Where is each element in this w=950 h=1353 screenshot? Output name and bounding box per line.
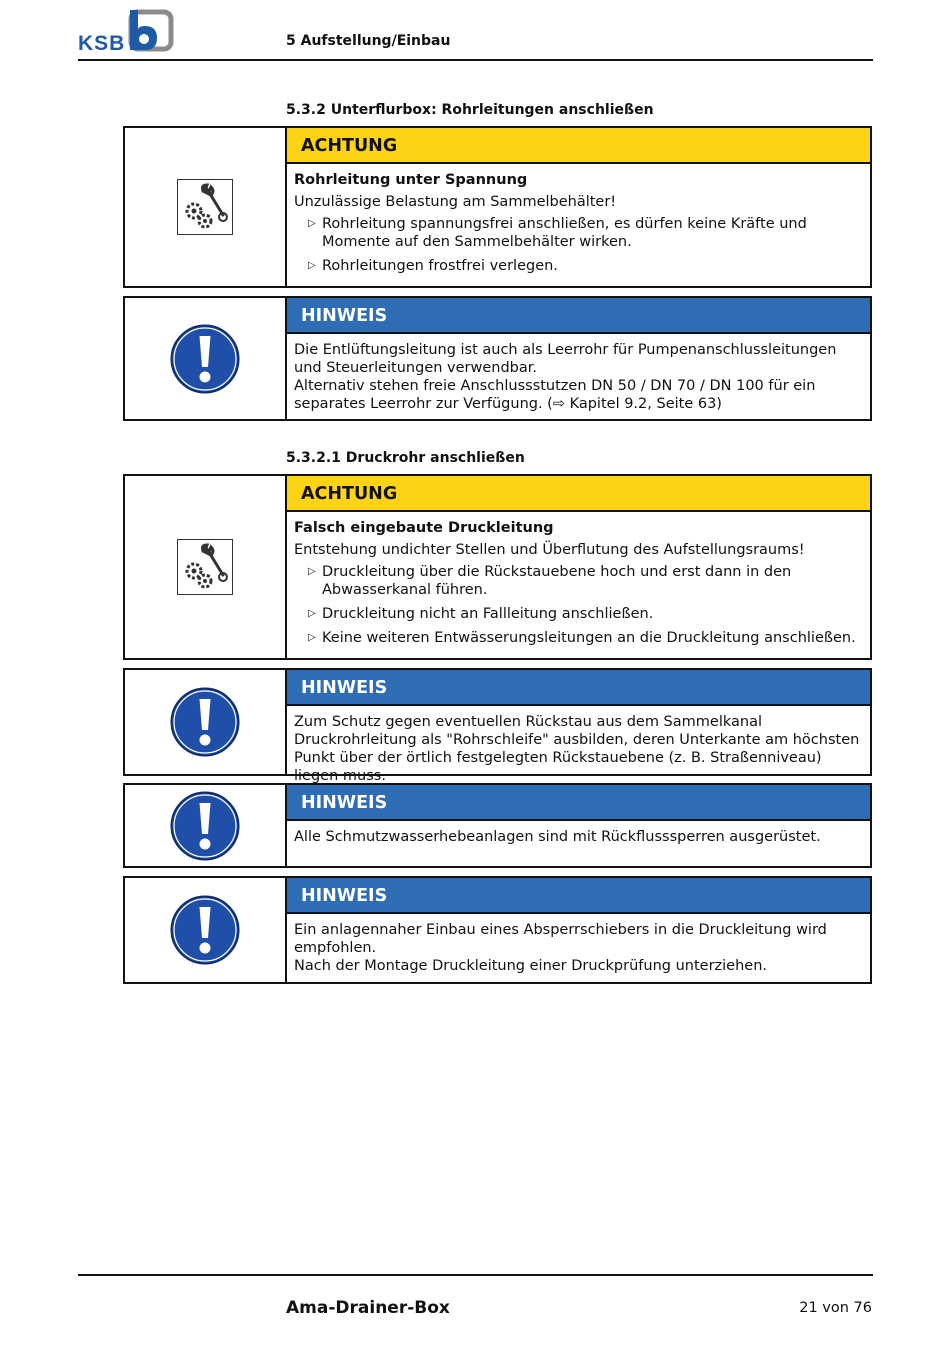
notice-text: Ein anlagennaher Einbau eines Absperrschiebers in die Druckleitung wird empfohlen. (294, 922, 827, 956)
measures-list (294, 215, 862, 275)
notice-text: Alle Schmutzwasserhebeanlagen sind mit Rückflusssperren ausgerüstet. (294, 829, 821, 845)
list-item: ▷ Druckleitung über die Rückstauebene hoch und erst dann in den Abwasserkanal führen. (308, 564, 792, 598)
exclamation-mark-icon (170, 687, 240, 757)
notice-hinweis (123, 296, 872, 421)
signal-word-hinweis: HINWEIS (287, 298, 870, 334)
notice-icon-cell (125, 785, 287, 866)
ksb-logo (78, 8, 176, 54)
notice-text: Alternativ stehen freie Anschlussstutzen DN 50 / DN 70 / DN 100 für ein separates Leerrohr zur Verfügung. (⇨ Kapitel 9.2, Seite 63) (294, 378, 816, 412)
section-heading: 5.3.2 Unterflurbox: Rohrleitungen anschließen (286, 102, 654, 118)
notice-text: Die Entlüftungsleitung ist auch als Leerrohr für Pumpenanschlussleitungen und Steuerleitungen verwendbar. (294, 342, 837, 376)
footer-divider (78, 1274, 873, 1276)
hazard-title: Rohrleitung unter Spannung (294, 172, 528, 188)
triangle-bullet-icon: ▷ (308, 608, 316, 619)
notice-icon-cell (125, 298, 287, 419)
notice-icon-cell (125, 128, 287, 286)
exclamation-mark-icon (170, 324, 240, 394)
signal-word-achtung: ACHTUNG (287, 476, 870, 512)
notice-icon-cell (125, 878, 287, 982)
triangle-bullet-icon: ▷ (308, 218, 316, 229)
triangle-bullet-icon: ▷ (308, 566, 316, 577)
wrench-gears-icon (177, 539, 233, 595)
notice-text: Nach der Montage Druckleitung einer Druckprüfung unterziehen. (294, 958, 768, 974)
notice-hinweis (123, 783, 872, 868)
triangle-bullet-icon: ▷ (308, 632, 316, 643)
triangle-bullet-icon: ▷ (308, 260, 316, 271)
page-number: 21 von 76 (799, 1300, 872, 1316)
notice-hinweis (123, 668, 872, 784)
hazard-consequence: Unzulässige Belastung am Sammelbehälter! (294, 194, 617, 210)
svg-text:KSB: KSB (78, 32, 126, 54)
notice-achtung (123, 474, 872, 660)
subsection-heading: 5.3.2.1 Druckrohr anschließen (286, 450, 525, 466)
notice-icon-cell (125, 476, 287, 658)
hazard-consequence: Entstehung undichter Stellen und Überflutung des Aufstellungsraums! (294, 542, 805, 558)
hazard-title: Falsch eingebaute Druckleitung (294, 520, 554, 536)
notice-text: Zum Schutz gegen eventuellen Rückstau aus dem Sammelkanal Druckrohrleitung als "Rohrschleife" ausbilden, deren Unterkante am höchsten Punkt über der örtlich festgelegten Rückstauebene (z. B. Straßenniveau) liegen muss. (294, 714, 860, 784)
signal-word-achtung: ACHTUNG (287, 128, 870, 164)
notice-hinweis (123, 876, 872, 984)
signal-word-hinweis: HINWEIS (287, 670, 870, 706)
notice-icon-cell (125, 670, 287, 774)
signal-word-hinweis: HINWEIS (287, 878, 870, 914)
list-item: ▷ Druckleitung nicht an Fallleitung anschließen. (308, 606, 654, 622)
notice-achtung (123, 126, 872, 288)
measures-list (294, 563, 862, 647)
exclamation-mark-icon (170, 895, 240, 965)
list-item: ▷ Rohrleitung spannungsfrei anschließen, es dürfen keine Kräfte und Momente auf den Sammelbehälter wirken. (308, 216, 807, 250)
header-divider (78, 59, 873, 61)
wrench-gears-icon (177, 179, 233, 235)
exclamation-mark-icon (170, 791, 240, 861)
document-title: Ama-Drainer-Box (286, 1298, 450, 1318)
list-item: ▷ Rohrleitungen frostfrei verlegen. (308, 258, 558, 274)
signal-word-hinweis: HINWEIS (287, 785, 870, 821)
list-item: ▷ Keine weiteren Entwässerungsleitungen an die Druckleitung anschließen. (308, 630, 856, 646)
header-section-title: 5 Aufstellung/Einbau (286, 33, 451, 49)
